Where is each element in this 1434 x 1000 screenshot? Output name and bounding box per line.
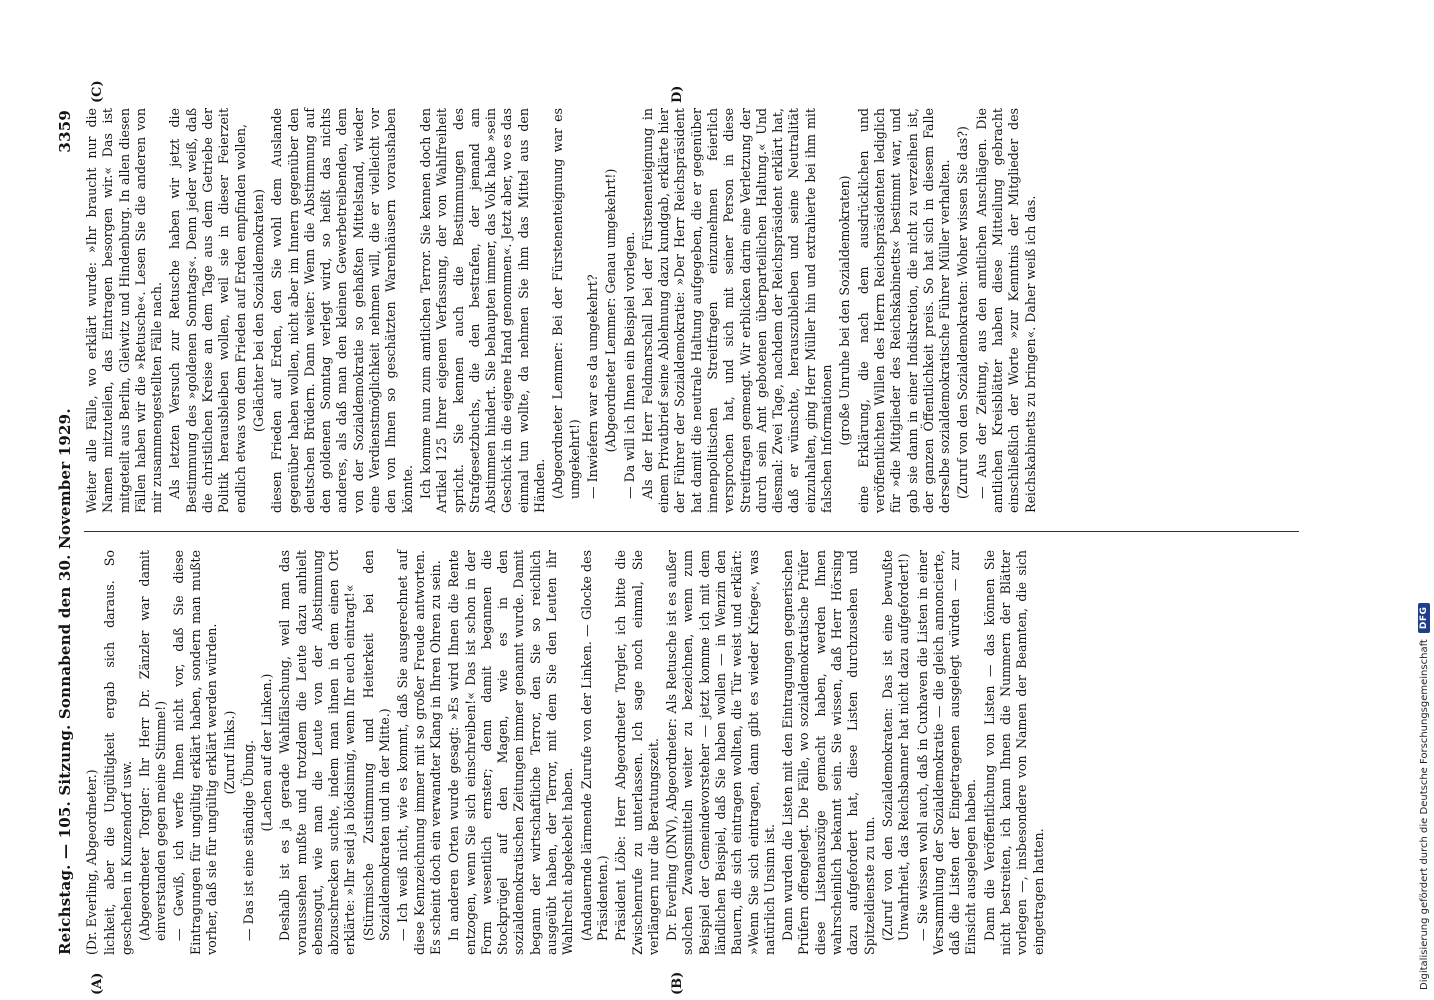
page-header [56, 110, 78, 955]
left-column-paragraph: (Zuruf von den Sozialdemokraten: Das ist eine bewußte Unwahrheit, das Reichsbanner hat nicht dazu aufgefordert!) [879, 550, 912, 941]
left-column-paragraph: (Zuruf links.) [222, 710, 238, 795]
margin-marker-b: (B) [670, 971, 685, 995]
right-column-paragraph: Weiter alle Fälle, wo erklärt wurde: »Ihr braucht nur die Namen mitzuteilen, das Eintragen besorgen wir.« Das ist mitgeteilt aus Berlin, Gleiwitz und Hindenburg. In allen diesen Fällen haben wir die »Retusche«. Lesen Sie die anderen von mir zusammengestellten Fälle nach. [84, 108, 165, 513]
left-column-paragraph: Dann die Veröffentlichung von Listen — das können Sie nicht bestreiten, ich kann Ihnen die Nummern der Blätter vorlegen —, insbesondere von Namen der Beamten, die sich eingetragen hatten. [981, 550, 1046, 955]
left-column-paragraph: In anderen Orten wurde gesagt: »Es wird Ihnen die Rente entzogen, wenn Sie sich einschreiben!« Das ist schon in der Form wesentlich ernster; denn damit begannen die Stockprügel auf den Magen, wie es in den sozialdemokratischen Zeitungen immer genannt wurde. Damit begann der wirtschaftliche Terror, den Sie so reichlich ausgeübt haben, der Terror, mit dem Sie den Leuten ihr Wahlrecht abgekebelt haben. [446, 550, 576, 955]
left-column-paragraph: — Sie wissen wohl auch, daß in Cuxhaven die Listen in einer Versammlung der Sozialdemokratie — die gleich annoncierte, daß die Listen der Eingetragenen ausgelegt würden — zur Einsicht ausgelegen haben. [914, 550, 979, 955]
right-column-paragraph: diesen Frieden auf Erden, den Sie wohl dem Auslande gegenüber haben wollen, nicht aber im Innern gegenüber den deutschen Brüdern. Dann weiter: Wenn die Abstimmung auf den goldenen Sonntag verlegt wird, so heißt das nichts anderes, als daß man den kleinen Gewerbetreibenden, dem von der Sozialdemokratie so gehaßten Mittelstand, wieder eine Verdienstmöglichkeit nehmen will, die er vielleicht vor den von Ihnen so geschätzten Warenhäusern voraushaben könnte. [269, 108, 415, 513]
left-column-paragraph: (Andauernde lärmende Zurufe von der Linken. — Glocke des Präsidenten.) [578, 550, 610, 941]
right-column-paragraph: — Da will ich Ihnen ein Beispiel vorlegen. [621, 231, 637, 499]
left-column-paragraph: (Abgeordneter Torgler: Ihr Herr Dr. Zänzler war damit einverstanden gegen meine Stimme!) [136, 550, 169, 941]
left-column-paragraph: lichkeit, aber die Ungültigkeit ergab sich daraus. So geschehen in Kunzendorf usw. [102, 550, 134, 955]
left-column-paragraph: — Gewiß, ich werfe Ihnen nicht vor, daß Sie diese Eintragungen für ungültig erklärt haben, sondern man mußte vorher, daß sie für ungültig erklärt werden würden. [171, 550, 220, 955]
right-column-paragraph: (Abgeordneter Lemmer: Bei der Fürstenenteignung war es umgekehrt!) [550, 108, 582, 499]
left-column-paragraph: (Dr. Everling, Abgeordneter.) [84, 769, 99, 955]
right-column-paragraph: (große Unruhe bei den Sozialdemokraten) [837, 175, 853, 446]
right-column-paragraph: (Gelächter bei den Sozialdemokraten) [250, 189, 266, 432]
dfg-logo: DFG [1418, 603, 1430, 634]
scanned-page [50, 80, 1410, 995]
left-column [84, 550, 1049, 955]
right-column-paragraph: (Abgeordneter Lemmer: Genau umgekehrt!) [603, 168, 619, 453]
right-column-paragraph: (Zuruf von den Sozialdemokraten: Woher wissen Sie das?) [955, 126, 971, 499]
left-column-paragraph: Dann wurden die Listen mit den Eintragungen gegnerischen Prüfern offengelegt. Die Fälle, wo sozialdemokratische Prüfer diese Listenauszüge gemacht haben, werden Ihnen wahrscheinlich bekannt sein. Sie wissen, daß Herr Hörsing dazu aufgefordert hat, diese Listen durchzusehen und Spitzeldienste zu tun. [780, 550, 877, 955]
right-column-paragraph: eine Erklärung, die nach dem ausdrücklichen und veröffentlichten Willen des Herrn Reichspräsidenten lediglich für »die Mitglieder des Reichskabinetts« bestimmt war, und gab sie dann in einer Indiskretion, die nicht zu verzeihen ist, der ganzen Öffentlichkeit preis. So hat sich in diesem Falle derselbe sozialdemokratische Führer Müller verhalten. [855, 108, 953, 513]
left-column-paragraph: Präsident Löbe: Herr Abgeordneter Torgler, ich bitte die Zwischenrufe zu unterlassen. Ich sage noch einmal, Sie verlängern nur die Beratungszeit. [613, 550, 661, 955]
margin-marker-c: (C) [90, 80, 105, 103]
page-number: 3359 [56, 110, 74, 153]
right-column-paragraph: Als der Herr Feldmarschall bei der Fürstenenteignung in einem Privatbrief seine Ablehnung dazu kundgab, erklärte hier der Führer der Sozialdemokratie: »Der Herr Reichspräsident hat damit die neutrale Haltung aufgegeben, die er gegenüber innenpolitischen Streitfragen einzunehmen feierlich versprochen hat, und sich mit seiner Person in diese Streitfragen gemengt. Wir erblicken darin eine Verletzung der durch sein Amt gebotenen überparteilichen Haltung.« Und diesmal: Zwei Tage, nachdem der Reichspräsident erklärt hat, daß er wünschte, herauszubleiben und seine Neutralität einzuhalten, ging Herr Müller hin und extrahierte bei ihm mit falschen Informationen [639, 108, 835, 513]
credit-text: Digitalisierung gefördert durch die Deutsche Forschungsgemeinschaft [1418, 639, 1430, 990]
left-column-paragraph: (Lachen auf der Linken.) [258, 673, 274, 832]
left-column-paragraph: (Stürmische Zustimmung und Heiterkeit bei den Sozialdemokraten und in der Mitte.) [360, 550, 393, 941]
left-column-paragraph: — Das ist eine ständige Übung. [240, 740, 256, 941]
right-column-paragraph: Als letzten Versuch zur Retusche haben wir jetzt die Bestimmung des »goldenen Sonntags«. Denn jeder weiß, daß die christlichen Kreise an dem Tage aus dem Getriebe der Politik herausbleiben wollen, weil sie in dieser Feierzeit endlich etwas von dem Frieden auf Erden empfinden wollen, [167, 108, 248, 513]
left-column-paragraph: Deshalb ist es ja gerade Wahlfälschung, weil man das voraussehen mußte und trotzdem die Leute dazu anhielt ebensogut, wie man die Leute von der Abstimmung abzuschrecken suchte, indem man ihnen in dem einen Ort erklärte: »Ihr seid ja blödsinnig, wenn Ihr euch eintragt!« [277, 550, 358, 955]
running-title: Reichstag. — 105. Sitzung. Sonnabend den 30. November 1929. [56, 408, 74, 955]
right-column-paragraph: — Inwiefern war es da umgekehrt? [584, 274, 600, 499]
right-column [84, 108, 1041, 513]
margin-marker-a: (A) [90, 972, 105, 995]
column-divider [84, 531, 1299, 532]
digitization-credit [1414, 30, 1434, 990]
left-column-paragraph: Dr. Everling (DNV), Abgeordneter: Als Retusche ist es außer solchen Zwangsmitteln weiter zu bezeichnen, wenn zum Beispiel der Gemeindevorsteher — jetzt komme ich mit dem ländlichen Beispiel, daß Sie haben wollen — in Wenzin den Bauern, die sich eintragen wollten, die Tür weist und erklärt: »Wenn Sie sich eintragen, dann gibt es wieder Kriege«, was natürlich Unsinn ist. [664, 550, 777, 955]
right-column-paragraph: Ich komme nun zum amtlichen Terror. Sie kennen doch den Artikel 125 Ihrer eigenen Verfassung, der von Wahlfreiheit spricht. Sie kennen auch die Bestimmungen des Strafgesetzbuchs, die den bestrafen, der jemand am Abstimmen hindert. Sie behaupten immer, das Volk habe »sein Geschick in die eigene Hand genommen«. Jetzt aber, wo es das einmal tun wollte, da nehmen Sie ihm das Mittel aus den Händen. [417, 108, 548, 513]
left-column-paragraph: — Ich weiß nicht, wie es kommt, daß Sie ausgerechnet auf diese Kennzeichnung immer mit so großer Freude antworten. Es scheint doch ein verwandter Klang in Ihren Ohren zu sein. [395, 550, 443, 955]
margin-marker-d: D) [670, 85, 685, 103]
right-column-paragraph: — Aus der Zeitung, aus den amtlichen Anschlägen. Die amtlichen Kreisblätter haben diese Mitteilung gebracht einschließlich der Worte »zur Kenntnis der Mitglieder des Reichskabinetts zu bringen«. Daher weiß ich das. [973, 108, 1038, 513]
